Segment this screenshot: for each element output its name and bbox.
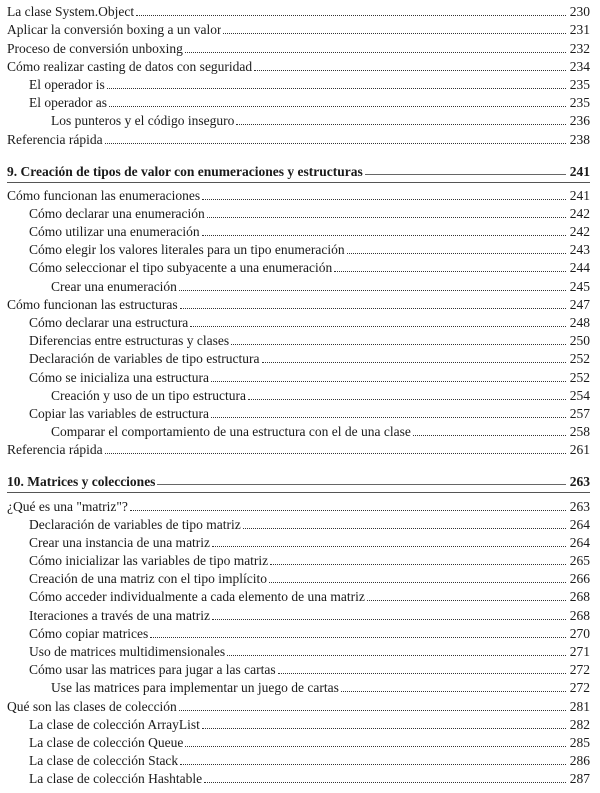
dot-leader xyxy=(367,600,566,601)
dot-leader xyxy=(204,782,566,783)
toc-entry-page-number: 257 xyxy=(569,405,590,421)
toc-entry[interactable] xyxy=(7,222,590,240)
dot-leader xyxy=(130,510,566,511)
toc-entry-label: La clase de colección Hashtable xyxy=(29,771,203,787)
dot-leader xyxy=(109,106,566,107)
toc-entry-page-number: 235 xyxy=(569,76,590,92)
toc-entry[interactable] xyxy=(7,642,590,660)
toc-entry-label: El operador is xyxy=(29,76,105,92)
dot-leader xyxy=(185,746,566,747)
toc-entry-label: Iteraciones a través de una matriz xyxy=(29,607,211,623)
dot-leader xyxy=(262,362,566,363)
toc-entry-label: Referencia rápida xyxy=(7,442,103,458)
toc-entry-label: Cómo acceder individualmente a cada elemento de una matriz xyxy=(29,589,365,605)
dot-leader xyxy=(243,528,566,529)
toc-entry[interactable] xyxy=(7,496,590,514)
toc-entry-label: Cómo funcionan las estructuras xyxy=(7,296,178,312)
toc-entry-page-number: 265 xyxy=(569,553,590,569)
toc-entry-page-number: 232 xyxy=(569,40,590,56)
dot-leader xyxy=(207,217,566,218)
dot-leader xyxy=(334,271,566,272)
toc-entry[interactable] xyxy=(7,551,590,569)
toc-entry-label: Los punteros y el código inseguro xyxy=(51,113,235,129)
toc-entry-page-number: 238 xyxy=(569,131,590,147)
toc-entry-label: Cómo se inicializa una estructura xyxy=(29,369,209,385)
toc-entry-page-number: 271 xyxy=(569,644,590,659)
toc-entry[interactable] xyxy=(7,367,590,385)
dot-leader xyxy=(211,417,566,418)
toc-entry-page-number: 241 xyxy=(569,187,590,203)
dot-leader xyxy=(107,88,566,89)
toc-entry[interactable] xyxy=(7,678,590,696)
toc-entry-label: Proceso de conversión unboxing xyxy=(7,40,183,56)
toc-entry[interactable] xyxy=(7,204,590,222)
toc-entry-label: Declaración de variables de tipo estructura xyxy=(29,351,260,367)
dot-leader xyxy=(190,326,566,327)
dot-leader xyxy=(211,381,566,382)
toc-entry-page-number: 242 xyxy=(569,224,590,240)
dot-leader xyxy=(180,764,566,765)
toc-entry[interactable] xyxy=(7,313,590,331)
toc-entry-label: Cómo declarar una enumeración xyxy=(29,205,205,221)
toc-entry-label: Creación y uso de un tipo estructura xyxy=(51,387,246,403)
dot-leader xyxy=(150,637,566,638)
dot-leader xyxy=(202,235,566,236)
toc-entry[interactable] xyxy=(7,276,590,294)
toc-entry[interactable] xyxy=(7,440,590,458)
toc-entry-page-number: 245 xyxy=(569,278,590,294)
toc-entry-label: Cómo elegir los valores literales para un tipo enumeración xyxy=(29,242,345,258)
toc-entry-page-number: 252 xyxy=(569,369,590,385)
toc-entry[interactable] xyxy=(7,624,590,642)
toc-entry-page-number: 286 xyxy=(569,753,590,769)
toc-entry[interactable] xyxy=(7,2,590,20)
toc-entry[interactable] xyxy=(7,386,590,404)
dot-leader xyxy=(270,564,566,565)
toc-entry-label: Referencia rápida xyxy=(7,131,103,147)
toc-entry[interactable] xyxy=(7,587,590,605)
toc-entry[interactable] xyxy=(7,75,590,93)
dot-leader xyxy=(212,546,566,547)
toc-entry-label: Use las matrices para implementar un juego de cartas xyxy=(51,680,339,696)
toc-entry[interactable] xyxy=(7,715,590,733)
dot-leader xyxy=(236,124,566,125)
toc-entry-page-number: 287 xyxy=(569,771,590,787)
toc-entry[interactable] xyxy=(7,769,590,787)
toc-entry-page-number: 252 xyxy=(569,351,590,367)
dot-leader xyxy=(365,174,566,175)
dot-leader xyxy=(157,484,566,485)
toc-entry-label: La clase de colección Stack xyxy=(29,753,179,769)
toc-entry-page-number: 263 xyxy=(569,498,590,514)
chapter-heading[interactable] xyxy=(7,160,590,180)
toc-entry-label: Crear una instancia de una matriz xyxy=(29,534,211,550)
toc-entry-page-number: 235 xyxy=(569,95,590,111)
toc-entry-label: Crear una enumeración xyxy=(51,278,177,294)
toc-entry-page-number: 285 xyxy=(569,734,590,750)
toc-entry-page-number: 236 xyxy=(569,113,590,129)
dot-leader xyxy=(347,253,566,254)
dot-leader xyxy=(223,33,566,34)
dot-leader xyxy=(105,143,566,144)
dot-leader xyxy=(179,290,566,291)
toc-entry-page-number: 242 xyxy=(569,205,590,221)
toc-entry-page-number: 244 xyxy=(569,260,590,276)
toc-entry[interactable] xyxy=(7,111,590,129)
toc-entry-page-number: 270 xyxy=(569,625,590,641)
toc-entry-label: Cómo usar las matrices para jugar a las cartas xyxy=(29,662,276,678)
toc-entry[interactable] xyxy=(7,569,590,587)
toc-entry-label: Cómo realizar casting de datos con seguridad xyxy=(7,58,253,74)
chapter-heading[interactable] xyxy=(7,470,590,490)
dot-leader xyxy=(341,691,566,692)
dot-leader xyxy=(202,199,566,200)
toc-entry-page-number: 254 xyxy=(569,387,590,403)
toc-entry-label: La clase de colección ArrayList xyxy=(29,716,200,732)
dot-leader xyxy=(278,673,566,674)
toc-entry[interactable] xyxy=(7,349,590,367)
dot-leader xyxy=(185,52,566,53)
toc-entry[interactable] xyxy=(7,93,590,111)
toc-entry-label: Cómo declarar una estructura xyxy=(29,315,189,330)
dot-leader xyxy=(136,15,566,16)
toc-entry-page-number: 272 xyxy=(569,662,590,678)
toc-entry[interactable] xyxy=(7,38,590,56)
toc-entry-page-number: 231 xyxy=(569,22,590,38)
chapter-divider xyxy=(7,182,590,183)
dot-leader xyxy=(254,70,566,71)
toc-entry-page-number: 248 xyxy=(569,315,590,330)
toc-entry-page-number: 230 xyxy=(569,4,590,20)
toc-entry-label: Aplicar la conversión boxing a un valor xyxy=(7,22,222,38)
toc-entry-label: Comparar el comportamiento de una estructura con el de una clase xyxy=(51,424,411,440)
toc-entry[interactable] xyxy=(7,751,590,769)
toc-entry-label: Cómo copiar matrices xyxy=(29,625,149,641)
toc-entry[interactable] xyxy=(7,515,590,533)
toc-entry[interactable] xyxy=(7,331,590,349)
toc-entry[interactable] xyxy=(7,533,590,551)
chapter-title: 9. Creación de tipos de valor con enumeraciones y estructuras xyxy=(7,163,363,179)
toc-entry[interactable] xyxy=(7,605,590,623)
toc-entry[interactable] xyxy=(7,186,590,204)
toc-entry[interactable] xyxy=(7,57,590,75)
toc-entry[interactable] xyxy=(7,696,590,714)
toc-entry-page-number: 272 xyxy=(569,680,590,696)
chapter-page-number: 263 xyxy=(569,474,590,490)
toc-entry-label: Cómo utilizar una enumeración xyxy=(29,224,200,240)
dot-leader xyxy=(227,655,566,656)
toc-entry[interactable] xyxy=(7,20,590,38)
toc-entry-label: Declaración de variables de tipo matriz xyxy=(29,516,241,532)
dot-leader xyxy=(179,710,566,711)
toc-entry[interactable] xyxy=(7,404,590,422)
toc-entry[interactable] xyxy=(7,660,590,678)
toc-entry[interactable] xyxy=(7,422,590,440)
toc-entry-page-number: 258 xyxy=(569,424,590,440)
toc-entry-page-number: 282 xyxy=(569,716,590,732)
dot-leader xyxy=(212,619,566,620)
toc-entry-label: La clase de colección Queue xyxy=(29,734,184,750)
toc-entry-label: La clase System.Object xyxy=(7,4,135,20)
toc-entry-page-number: 243 xyxy=(569,242,590,258)
toc-entry-label: Uso de matrices multidimensionales xyxy=(29,644,226,659)
toc-entry-label: Qué son las clases de colección xyxy=(7,698,177,714)
toc-entry-page-number: 264 xyxy=(569,516,590,532)
toc-entry[interactable] xyxy=(7,240,590,258)
toc-entry-label: Cómo funcionan las enumeraciones xyxy=(7,187,201,203)
dot-leader xyxy=(105,453,566,454)
dot-leader xyxy=(269,582,566,583)
toc-entry-label: Diferencias entre estructuras y clases xyxy=(29,333,230,349)
toc-entry[interactable] xyxy=(7,258,590,276)
toc-entry-page-number: 234 xyxy=(569,58,590,74)
toc-entry-page-number: 264 xyxy=(569,534,590,550)
dot-leader xyxy=(231,344,566,345)
toc-entry[interactable] xyxy=(7,733,590,751)
dot-leader xyxy=(202,728,566,729)
toc-entry-page-number: 268 xyxy=(569,607,590,623)
toc-entry-label: Copiar las variables de estructura xyxy=(29,405,209,421)
toc-entry-label: Creación de una matriz con el tipo implícito xyxy=(29,571,268,587)
toc-entry-page-number: 266 xyxy=(569,571,590,587)
toc-entry-page-number: 268 xyxy=(569,589,590,605)
chapter-divider xyxy=(7,492,590,493)
toc-entry-label: Cómo inicializar las variables de tipo matriz xyxy=(29,553,269,569)
toc-entry[interactable] xyxy=(7,295,590,313)
toc-entry-page-number: 281 xyxy=(569,698,590,714)
toc-entry-label: ¿Qué es una "matriz"? xyxy=(7,498,128,514)
dot-leader xyxy=(180,308,566,309)
toc-entry-label: El operador as xyxy=(29,95,107,111)
toc-entry-label: Cómo seleccionar el tipo subyacente a una enumeración xyxy=(29,260,333,276)
chapter-page-number: 241 xyxy=(569,163,590,179)
dot-leader xyxy=(413,435,566,436)
chapter-title: 10. Matrices y colecciones xyxy=(7,474,156,490)
toc-entry[interactable] xyxy=(7,129,590,147)
toc-entry-page-number: 247 xyxy=(569,296,590,312)
toc-entry-page-number: 261 xyxy=(569,442,590,458)
dot-leader xyxy=(248,399,566,400)
toc-entry-page-number: 250 xyxy=(569,333,590,349)
